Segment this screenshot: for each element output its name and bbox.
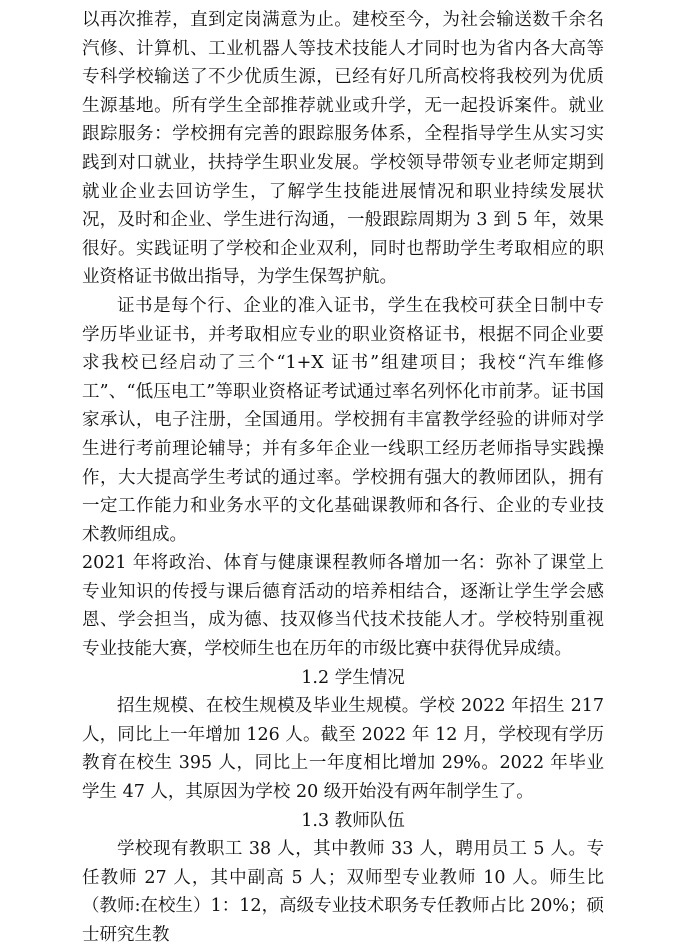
paragraph-certificates: 证书是每个行、企业的准入证书，学生在我校可获全日制中专学历毕业证书，并考取相应专业的职业资格证书，根据不同企业要求我校已经启动了三个“1+X 证书”组建项目；我校“汽车维修工”、“低压电工”等职业资格证考试通过率名列怀化市前茅。证书国家承认，电子注册，全国通用。学校拥有丰富教学经验的讲师对学生进行考前理论辅导；并有多年企业一线职工经历老师指导实践操作，大大提高学生考试的通过率。学校拥有强大的教师团队，拥有一定工作能力和业务水平的文化基础课教师和各行、企业的专业技术教师组成。 [82, 295, 604, 545]
paragraph-employment-tracking: 以再次推荐，直到定岗满意为止。建校至今，为社会输送数千余名汽修、计算机、工业机器人等技术技能人才同时也为省内各大高等专科学校输送了不少优质生源，已经有好几所高校将我校列为优质生源基地。所有学生全部推荐就业或升学，无一起投诉案件。就业跟踪服务：学校拥有完善的跟踪服务体系，全程指导学生从实习实践到对口就业，扶持学生职业发展。学校领导带领专业老师定期到就业企业去回访学生，了解学生技能进展情况和职业持续发展状况，及时和企业、学生进行沟通，一般跟踪周期为 3 到 5 年，效果很好。实践证明了学校和企业双利，同时也帮助学生考取相应的职业资格证书做出指导，为学生保驾护航。 [82, 10, 604, 288]
section-heading-student-situation: 1.2 学生情况 [301, 667, 405, 688]
paragraph-teaching-staff: 学校现有教职工 38 人，其中教师 33 人，聘用员工 5 人。专任教师 27 人，其中副高 5 人；双师型专业教师 10 人。师生比（教师:在校生）1：12，高级专业技术职务专任教师占比 20%；硕士研究生教 [82, 839, 604, 945]
document-page [82, 6, 604, 950]
paragraph-student-situation: 招生规模、在校生规模及毕业生规模。学校 2022 年招生 217 人，同比上一年增加 126 人。截至 2022 年 12 月，学校现有学历教育在校生 395 人，同比上一年度相比增加 29%。2022 年毕业学生 47 人，其原因为学校 20 级开始没有两年制学生了。 [82, 696, 604, 803]
paragraph-teacher-additions: 2021 年将政治、体育与健康课程教师各增加一名：弥补了课堂上专业知识的传授与课后德育活动的培养相结合，逐渐让学生学会感恩、学会担当，成为德、技双修当代技术技能人才。学校特别重视专业技能大赛，学校师生也在历年的市级比赛中获得优异成绩。 [82, 553, 604, 660]
section-heading-teaching-staff: 1.3 教师队伍 [301, 810, 405, 831]
